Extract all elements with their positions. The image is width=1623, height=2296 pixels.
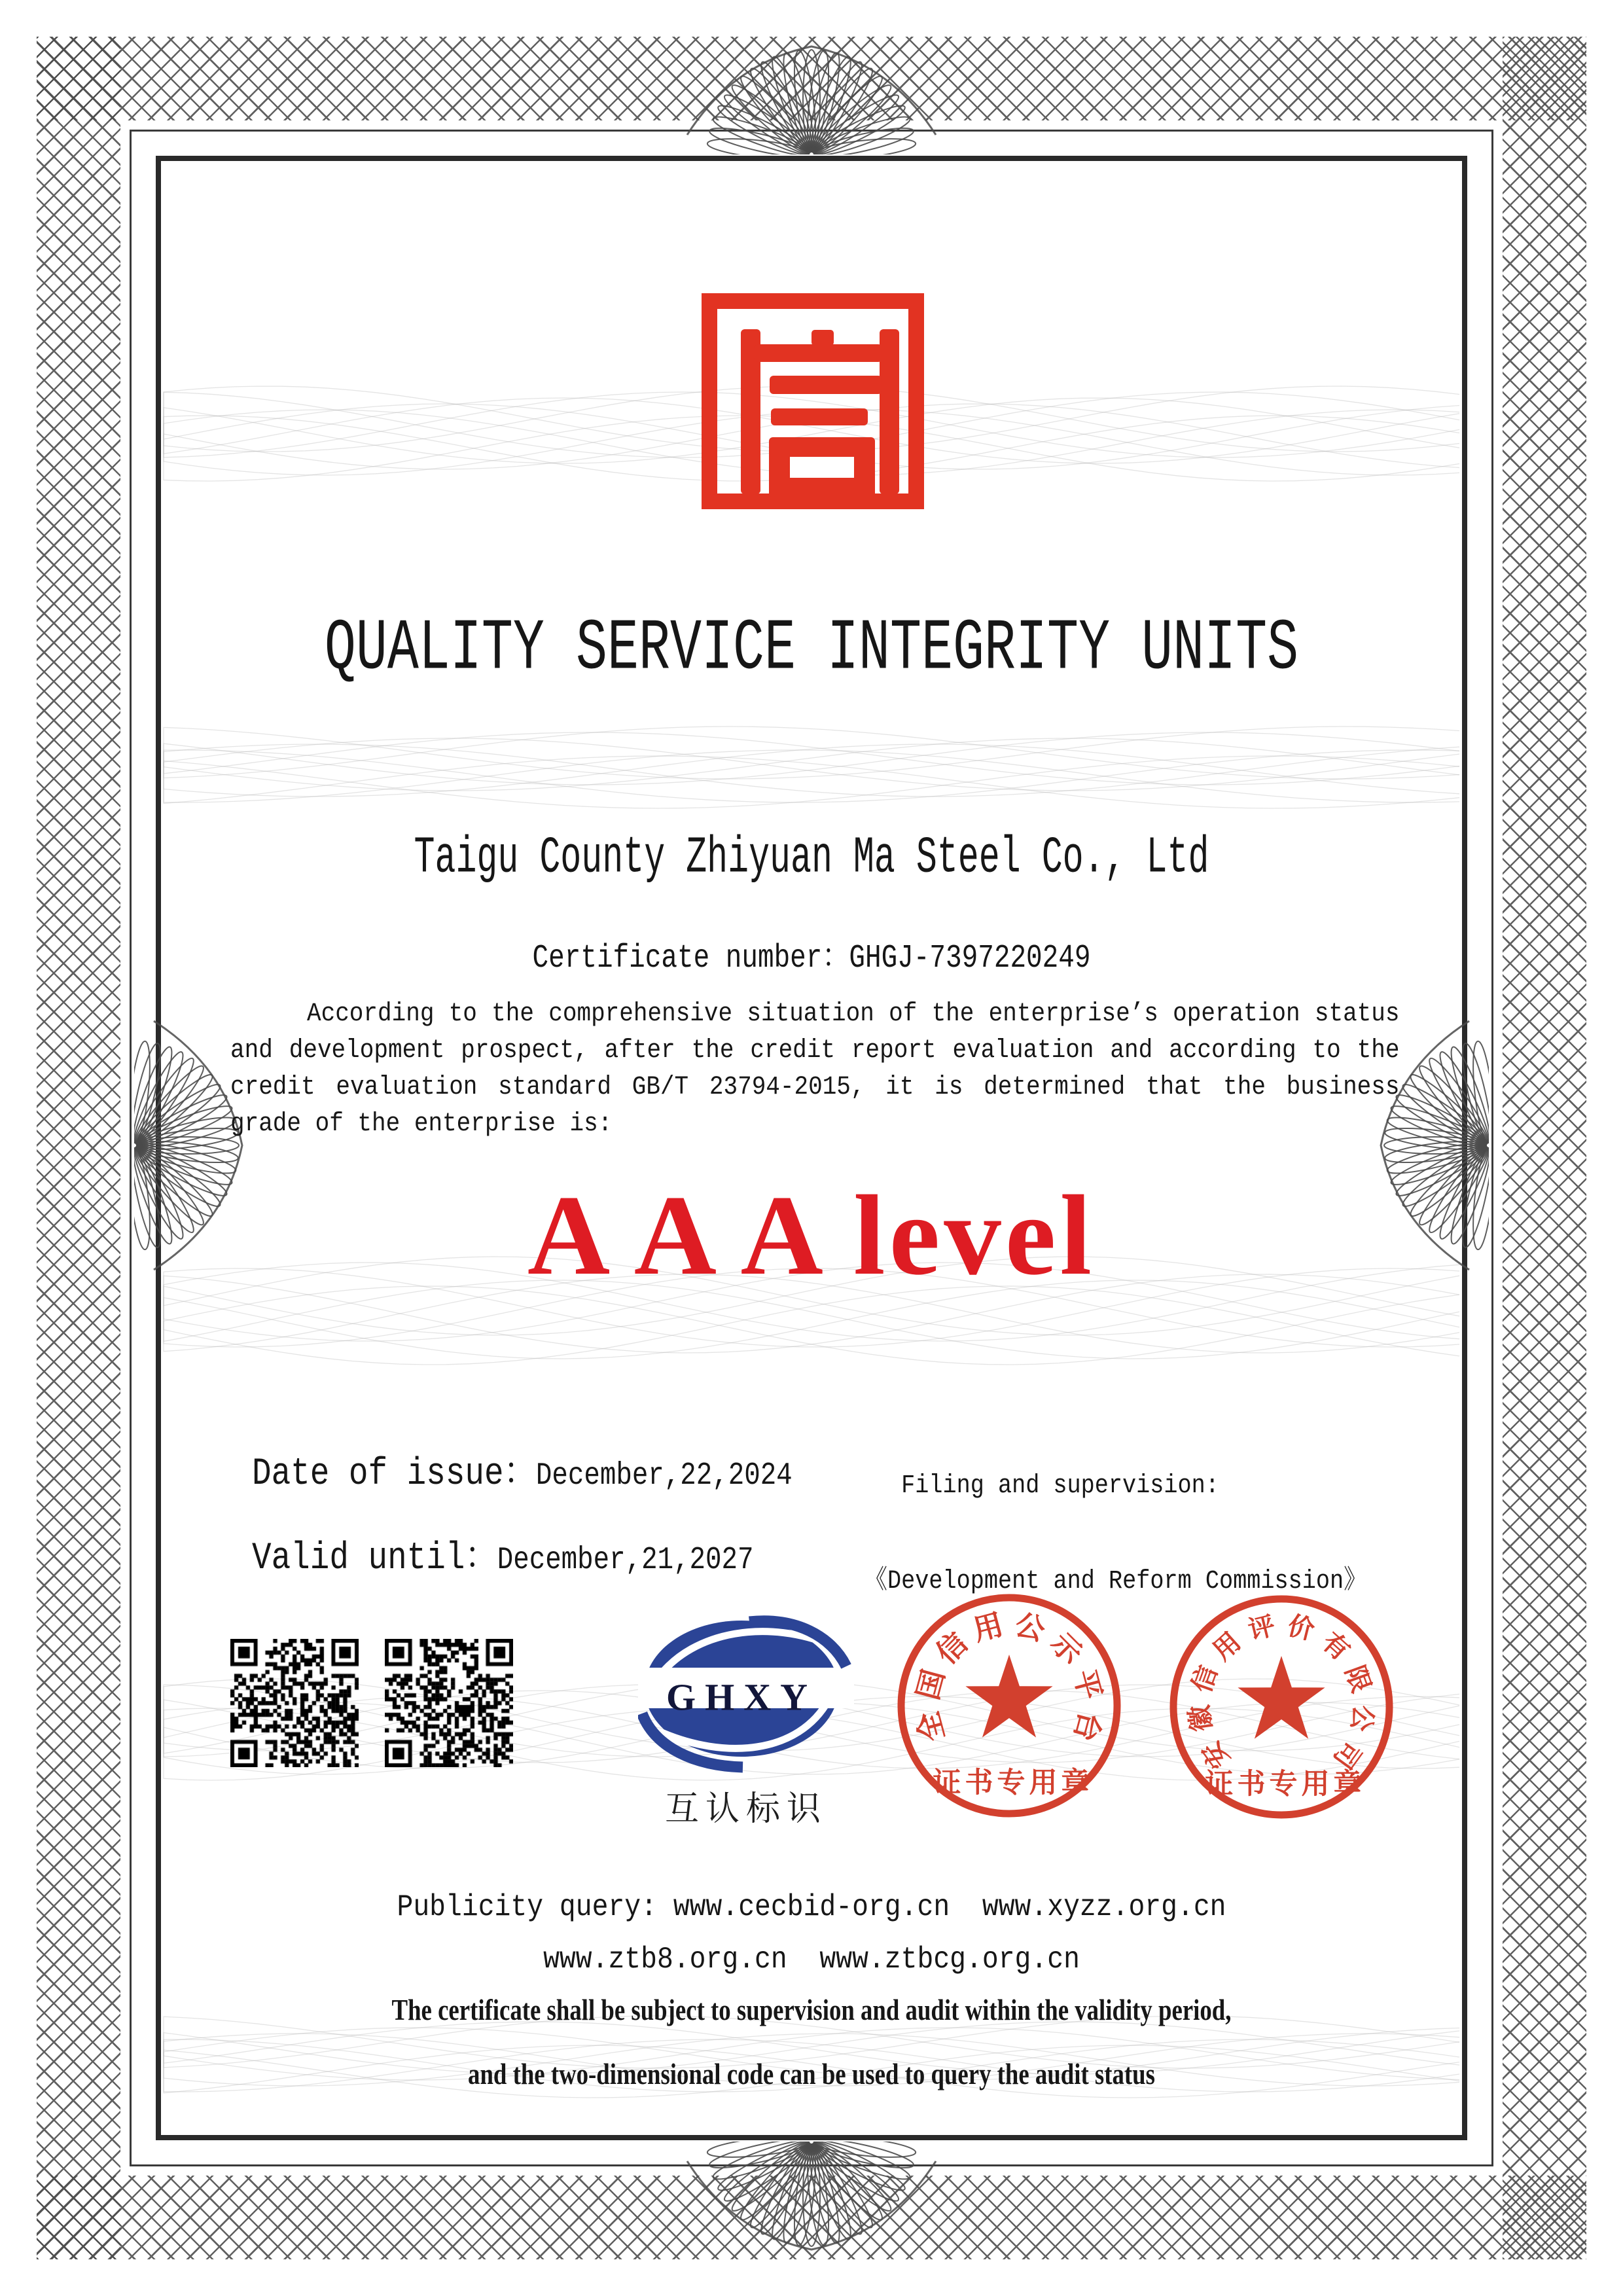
- svg-text:有: 有: [1315, 1626, 1356, 1667]
- svg-text:信: 信: [929, 1625, 974, 1671]
- qr-code-left: [230, 1639, 359, 1767]
- publicity-query-line2: www.ztb8.org.cn www.ztbcg.org.cn: [543, 1943, 1080, 1977]
- certificate-number-value: GHGJ-7397220249: [849, 940, 1091, 977]
- ghxy-letters: GHXY: [666, 1676, 817, 1719]
- certificate-number-label: Certificate number：: [532, 940, 849, 977]
- seal-national-credit-platform: [891, 1588, 1127, 1823]
- svg-text:公: 公: [1345, 1703, 1379, 1734]
- trust-seal-logo: [702, 293, 924, 509]
- date-of-issue-label: Date of issue：: [252, 1453, 536, 1496]
- svg-text:国: 国: [910, 1666, 952, 1704]
- svg-text:限: 限: [1339, 1661, 1376, 1697]
- certificate-body-paragraph: According to the comprehensive situation of the enterprise’s operation status and development prospect, after the credit report evaluation and according to the credit evaluation standard GB/T 23794-2015, it is determined that the business grade of the enterprise is:: [230, 999, 1400, 1139]
- svg-text:价: 价: [1285, 1610, 1317, 1646]
- valid-until-value: December,21,2027: [497, 1543, 754, 1578]
- svg-text:示: 示: [1044, 1625, 1090, 1671]
- certificate-number-line: [146, 942, 1477, 975]
- svg-text:用: 用: [1207, 1626, 1247, 1667]
- logo-glyph-strokes: [741, 329, 899, 497]
- svg-text:公: 公: [1011, 1606, 1049, 1648]
- certificate-title: QUALITY SERVICE INTEGRITY UNITS: [324, 609, 1299, 691]
- svg-text:司: 司: [1327, 1735, 1367, 1774]
- footer-line1: The certificate shall be subject to supervision and audit within the validity period,: [391, 1993, 1232, 2026]
- svg-text:证书专用章: 证书专用章: [1205, 1768, 1366, 1801]
- filing-supervision-value: 《Development and Reform Commission》: [864, 1567, 1367, 1596]
- valid-until-row: [252, 1524, 793, 1580]
- svg-text:安: 安: [1196, 1735, 1236, 1774]
- svg-text:评: 评: [1245, 1610, 1278, 1646]
- date-of-issue-value: December,22,2024: [535, 1458, 793, 1494]
- svg-text:信: 信: [1186, 1661, 1224, 1697]
- svg-text:台: 台: [1067, 1708, 1109, 1746]
- publicity-query-line1: Publicity query: www.cecbid-org.cn www.xyzz.org.cn: [397, 1890, 1226, 1924]
- credit-grade: A A A level: [527, 1172, 1096, 1299]
- date-of-issue-row: [252, 1440, 793, 1496]
- svg-text:平: 平: [1067, 1666, 1109, 1704]
- ghxy-mark: [638, 1615, 854, 1830]
- qr-code-right: [385, 1639, 513, 1767]
- seal-credit-evaluation-company: [1164, 1589, 1399, 1825]
- filing-supervision-label: Filing and supervision:: [901, 1471, 1219, 1501]
- date-block: [252, 1440, 793, 1580]
- svg-text:证书专用章: 证书专用章: [933, 1767, 1094, 1799]
- ghxy-logo: [638, 1615, 854, 1775]
- company-name: Taigu County Zhiyuan Ma Steel Co., Ltd: [414, 829, 1209, 888]
- ghxy-caption: 互认标识: [664, 1789, 827, 1829]
- footer-line2: and the two-dimensional code can be used to query the audit status: [468, 2057, 1155, 2090]
- valid-until-label: Valid until：: [252, 1537, 497, 1580]
- svg-text:全: 全: [910, 1708, 952, 1746]
- svg-text:用: 用: [969, 1606, 1007, 1648]
- svg-text:徽: 徽: [1184, 1703, 1218, 1734]
